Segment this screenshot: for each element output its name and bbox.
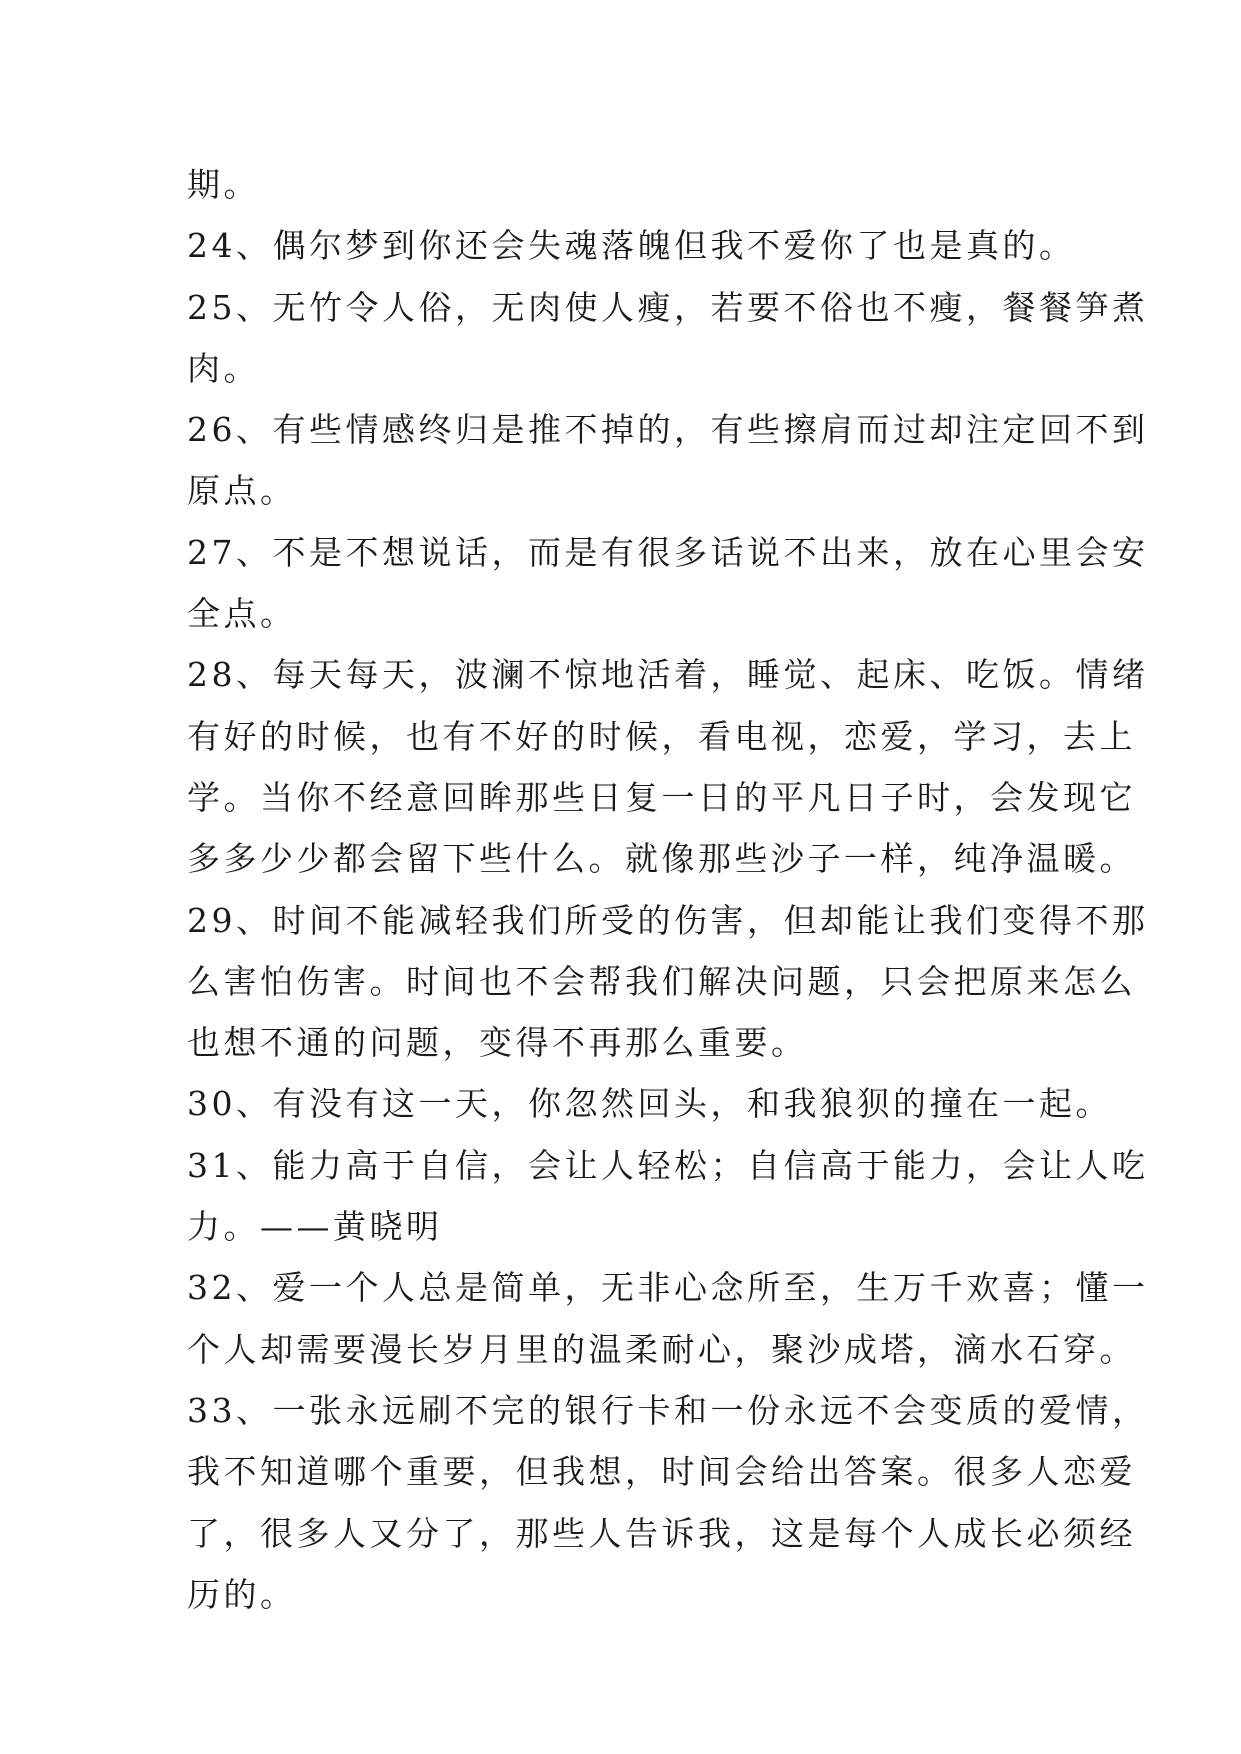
text-line: 么害怕伤害。时间也不会帮我们解决问题，只会把原来怎么 <box>187 961 1136 1001</box>
text-line: 有好的时候，也有不好的时候，看电视，恋爱，学习，去上 <box>187 716 1136 756</box>
text-line: 31、能力高于自信，会让人轻松；自信高于能力，会让人吃 <box>187 1145 1149 1185</box>
text-line: 肉。 <box>187 348 260 388</box>
text-line: 也想不通的问题，变得不再那么重要。 <box>187 1023 808 1063</box>
text-line: 29、时间不能减轻我们所受的伤害，但却能让我们变得不那 <box>187 900 1149 940</box>
text-line: 28、每天每天，波澜不惊地活着，睡觉、起床、吃饭。情绪 <box>187 655 1149 695</box>
text-line: 26、有些情感终归是推不掉的，有些擦肩而过却注定回不到 <box>187 410 1149 450</box>
text-line: 个人却需要漫长岁月里的温柔耐心，聚沙成塔，滴水石穿。 <box>187 1329 1136 1369</box>
text-line: 全点。 <box>187 594 297 634</box>
text-line: 30、有没有这一天，你忽然回头，和我狼狈的撞在一起。 <box>187 1084 1112 1124</box>
text-line: 我不知道哪个重要，但我想，时间会给出答案。很多人恋爱 <box>187 1452 1136 1492</box>
text-line: 学。当你不经意回眸那些日复一日的平凡日子时，会发现它 <box>187 777 1136 817</box>
text-line: 原点。 <box>187 471 297 511</box>
text-line: 32、爱一个人总是简单，无非心念所至，生万千欢喜；懂一 <box>187 1268 1149 1308</box>
text-line: 了，很多人又分了，那些人告诉我，这是每个人成长必须经 <box>187 1513 1136 1553</box>
text-line: 期。 <box>187 165 260 204</box>
text-line: 27、不是不想说话，而是有很多话说不出来，放在心里会安 <box>187 532 1149 572</box>
text-line: 25、无竹令人俗，无肉使人瘦，若要不俗也不瘦，餐餐笋煮 <box>187 287 1149 327</box>
document-body <box>187 154 1149 1625</box>
text-line: 33、一张永远刷不完的银行卡和一份永远不会变质的爱情， <box>187 1390 1149 1430</box>
text-line: 力。——黄晓明 <box>187 1207 443 1247</box>
text-line: 24、偶尔梦到你还会失魂落魄但我不爱你了也是真的。 <box>187 226 1076 266</box>
text-line: 多多少少都会留下些什么。就像那些沙子一样，纯净温暖。 <box>187 839 1136 879</box>
text-line: 历的。 <box>187 1574 297 1614</box>
